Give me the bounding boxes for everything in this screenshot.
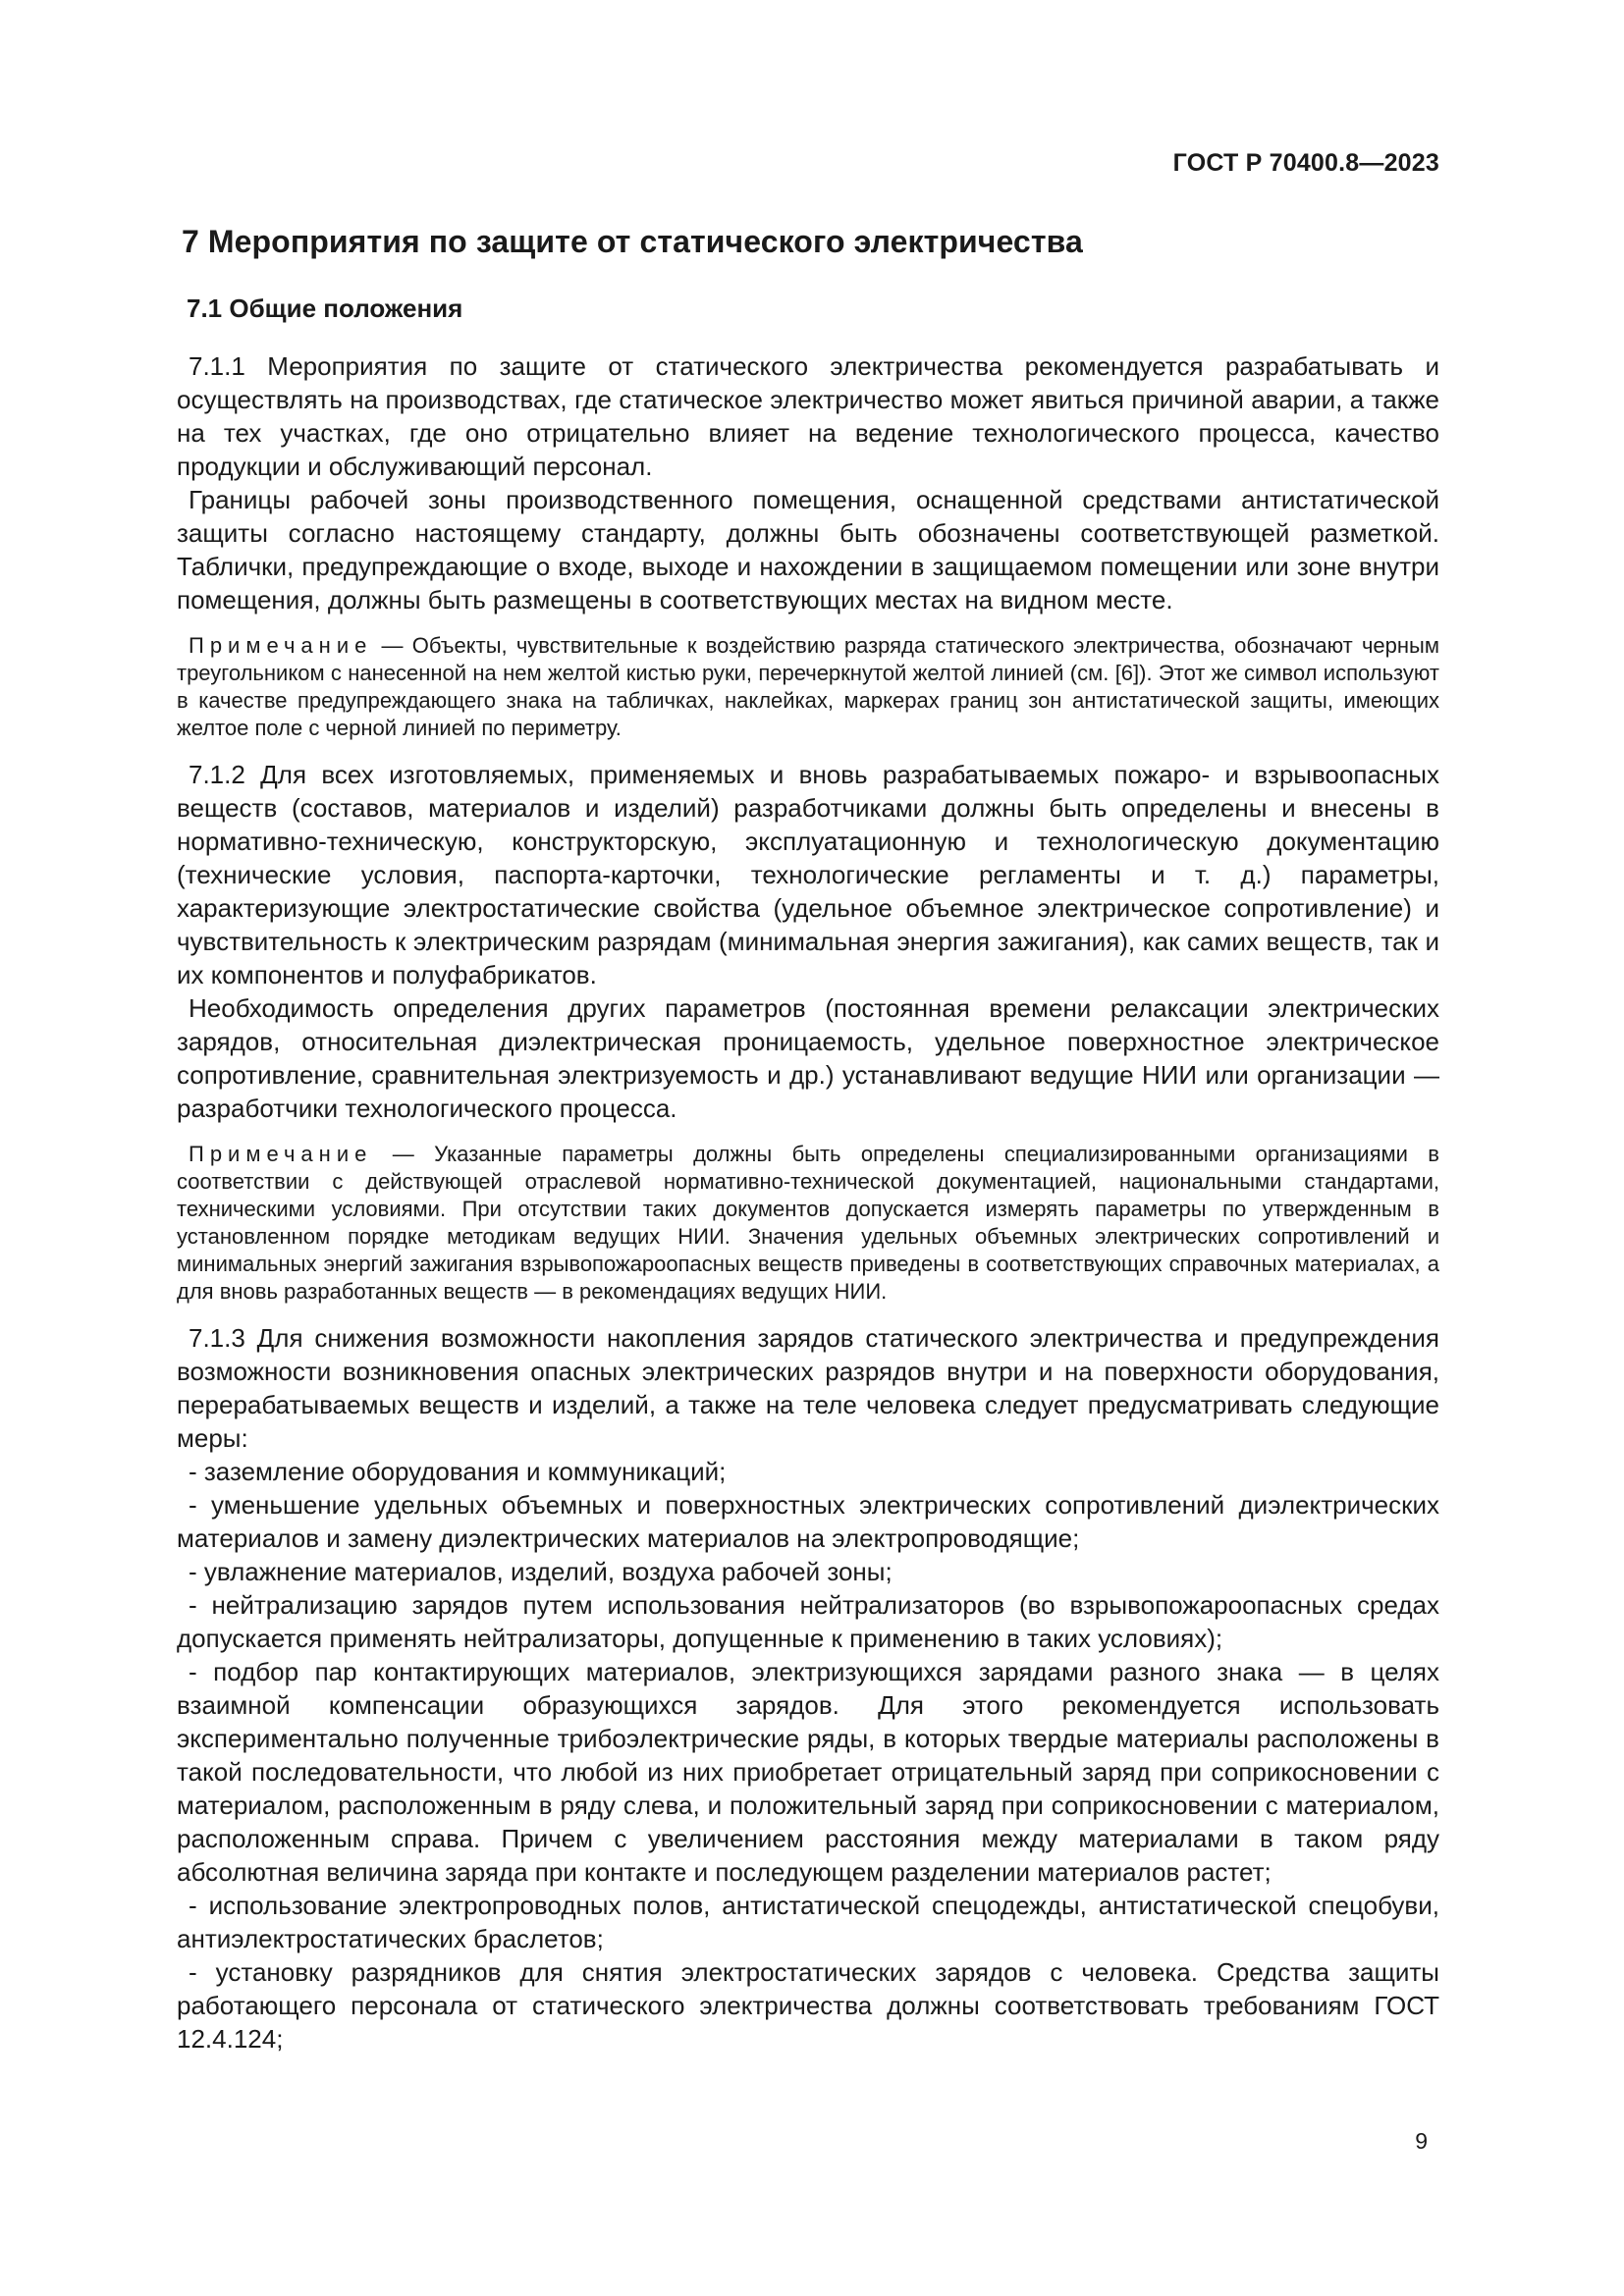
list-item: - заземление оборудования и коммуникаций; (189, 1457, 727, 1486)
note-label: Примечание (189, 633, 373, 658)
note-1 (177, 632, 1439, 742)
document-code-header: ГОСТ Р 70400.8—2023 (1172, 149, 1439, 177)
note-2 (177, 1141, 1439, 1306)
paragraph-7-1-1-boundaries: Границы рабочей зоны производственного помещения, оснащенной средствами антистатической защиты согласно настоящему стандарту, должны быть обозначены соответствующей разметкой. Таблички, предупреждающие о входе, выходе и нахождении в защищаемом помещении или зоне внутри помещения, должны быть размещены в соответствующих местах на видном месте. (177, 485, 1439, 614)
note-1-text: — Объекты, чувствительные к воздействию разряда статического электричества, обозначают черным треугольником с нанесенной на нем желтой кистью руки, перечеркнутой желтой линией (см. [6]). Этот же символ используют в качестве предупреждающего знака на табличках, наклейках, маркерах границ зон антистатической защиты, имеющих желтое поле с черной линией по периметру. (177, 633, 1439, 740)
page-number: 9 (1415, 2128, 1428, 2154)
list-item: - нейтрализацию зарядов путем использования нейтрализаторов (во взрывопожароопасных средах допускается применять нейтрализаторы, допущенные к применению в таких условиях); (177, 1590, 1439, 1653)
page-content (177, 224, 1439, 2056)
list-item: - использование электропроводных полов, антистатической спецодежды, антистатической спецобуви, антиэлектростатических браслетов; (177, 1891, 1439, 1953)
paragraph-7-1-2: 7.1.2 Для всех изготовляемых, применяемых и вновь разрабатываемых пожаро- и взрывоопасных веществ (составов, материалов и изделий) разработчиками должны быть определены и внесены в нормативно-техническую, конструкторскую, эксплуатационную и технологическую документацию (технические условия, паспорта-карточки, технологические регламенты и т. д.) параметры, характеризующие электростатические свойства (удельное объемное электрическое сопротивление) и чувствительность к электрическим разрядам (минимальная энергия зажигания), как самих веществ, так и их компонентов и полуфабрикатов. (177, 760, 1439, 989)
list-item: - подбор пар контактирующих материалов, электризующихся зарядами разного знака — в целях взаимной компенсации образующихся зарядов. Для этого рекомендуется использовать экспериментально полученные трибоэлектрические ряды, в которых твердые материалы расположены в такой последовательности, что любой из них приобретает отрицательный заряд при соприкосновении с материалом, расположенным в ряду слева, и положительный заряд при соприкосновении с материалом, расположенным справа. Причем с увеличением расстояния между материалами в таком ряду абсолютная величина заряда при контакте и последующем разделении материалов растет; (177, 1657, 1439, 1887)
list-item: - увлажнение материалов, изделий, воздуха рабочей зоны; (189, 1557, 893, 1586)
note-2-text: — Указанные параметры должны быть определены специализированными организациями в соответствии с действующей отраслевой нормативно-технической документацией, национальными стандартами, техническими условиями. При отсутствии таких документов допускается измерять параметры по утвержденным в установленном порядке методикам ведущих НИИ. Значения удельных объемных электрических сопротивлений и минимальных энергий зажигания взрывопожароопасных веществ приведены в соответствующих справочных материалах, а для вновь разработанных веществ — в рекомендациях ведущих НИИ. (177, 1142, 1439, 1304)
paragraph-7-1-1: 7.1.1 Мероприятия по защите от статического электричества рекомендуется разрабатывать и осуществлять на производствах, где статическое электричество может явиться причиной аварии, а также на тех участках, где оно отрицательно влияет на ведение технологического процесса, качество продукции и обслуживающий персонал. (177, 351, 1439, 481)
section-title: 7 Мероприятия по защите от статического электричества (182, 224, 1083, 259)
list-item: - установку разрядников для снятия электростатических зарядов с человека. Средства защиты работающего персонала от статического электричества должны соответствовать требованиям ГОСТ 12.4.124; (177, 1957, 1439, 2054)
measures-list (177, 1455, 1439, 2056)
list-item: - уменьшение удельных объемных и поверхностных электрических сопротивлений диэлектрических материалов и замену диэлектрических материалов на электропроводящие; (177, 1490, 1439, 1553)
note-label: Примечание (189, 1142, 373, 1166)
paragraph-7-1-3: 7.1.3 Для снижения возможности накопления зарядов статического электричества и предупреждения возможности возникновения опасных электрических разрядов внутри и на поверхности оборудования, перерабатываемых веществ и изделий, а также на теле человека следует предусматривать следующие меры: (177, 1323, 1439, 1453)
paragraph-7-1-2-parameters: Необходимость определения других параметров (постоянная времени релаксации электрических зарядов, относительная диэлектрическая проницаемость, удельное поверхностное электрическое сопротивление, сравнительная электризуемость и др.) устанавливают ведущие НИИ или организации — разработчики технологического процесса. (177, 993, 1439, 1123)
subsection-title: 7.1 Общие положения (187, 294, 463, 323)
